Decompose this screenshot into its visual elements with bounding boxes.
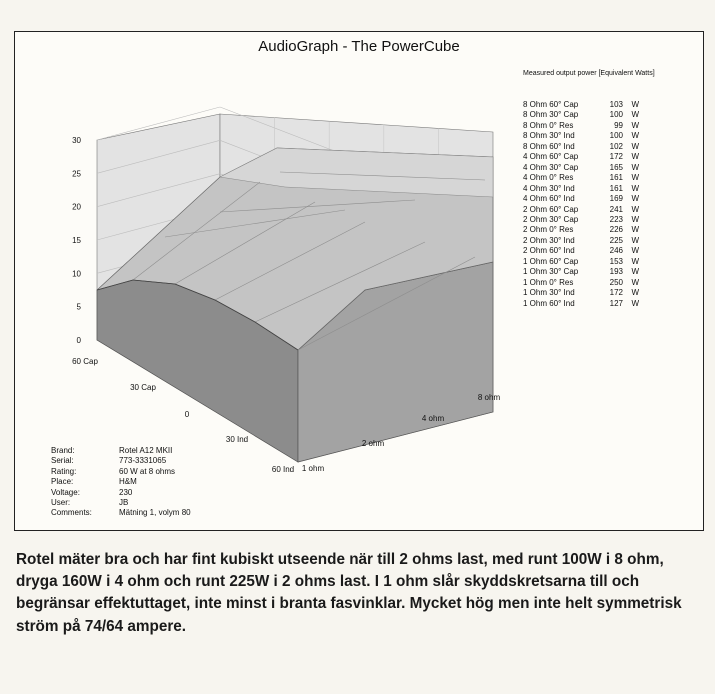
measurement-unit: W bbox=[631, 235, 639, 245]
measurement-value: 225 bbox=[609, 235, 623, 245]
z-tick-label: 15 bbox=[72, 236, 81, 245]
measurement-load: 1 Ohm 60° Ind bbox=[523, 298, 575, 308]
measurement-unit: W bbox=[631, 120, 639, 130]
measurement-load: 8 Ohm 60° Ind bbox=[523, 141, 575, 151]
measurement-value: 246 bbox=[609, 246, 623, 256]
info-row bbox=[51, 456, 191, 466]
info-key: Rating: bbox=[51, 466, 77, 476]
measurement-unit: W bbox=[631, 277, 639, 287]
measurement-value: 193 bbox=[609, 267, 623, 277]
measurement-row bbox=[523, 236, 639, 246]
measurement-value: 161 bbox=[609, 183, 623, 193]
measurement-value: 250 bbox=[609, 277, 623, 287]
phase-tick-label: 60 Cap bbox=[72, 357, 98, 366]
measurement-load: 8 Ohm 30° Ind bbox=[523, 131, 575, 141]
measurement-row bbox=[523, 184, 639, 194]
measurement-unit: W bbox=[631, 288, 639, 298]
z-tick-label: 20 bbox=[72, 202, 81, 212]
info-row bbox=[51, 508, 191, 518]
info-key: Voltage: bbox=[51, 487, 80, 497]
figure-caption: Rotel mäter bra och har fint kubiskt utseende när till 2 ohms last, med runt 100W i 8 ohm, dryga 160W i 4 ohm och runt 225W i 2 ohms last. I 1 ohm slår skyddskretsarna till och begränsar effektuttaget, inte minst i branta fasvinklar. Mycket hög men inte helt symmetrisk ström på 74/64 ampere. bbox=[16, 551, 682, 635]
measurement-row bbox=[523, 121, 639, 131]
measurement-row bbox=[523, 246, 639, 256]
measurement-load: 4 Ohm 30° Cap bbox=[523, 162, 579, 172]
info-value: JB bbox=[119, 498, 129, 508]
readout-title: Measured output power [Equivalent Watts] bbox=[523, 70, 655, 77]
info-row bbox=[51, 477, 191, 487]
measurement-load: 4 Ohm 60° Ind bbox=[523, 194, 575, 204]
load-tick-label: 8 ohm bbox=[477, 393, 501, 402]
measurement-row bbox=[523, 267, 639, 277]
measurement-load: 2 Ohm 60° Cap bbox=[523, 204, 579, 214]
measurement-unit: W bbox=[631, 173, 639, 183]
measurement-value: 223 bbox=[609, 214, 623, 224]
measurement-load: 1 Ohm 60° Cap bbox=[523, 256, 579, 266]
measurement-unit: W bbox=[631, 100, 639, 109]
info-key: Comments: bbox=[51, 508, 92, 518]
measurement-value: 172 bbox=[609, 288, 623, 298]
z-tick-label: 10 bbox=[72, 269, 81, 279]
z-tick-label: 5 bbox=[76, 302, 81, 312]
info-key: Place: bbox=[51, 477, 74, 487]
measurement-load: 2 Ohm 60° Ind bbox=[523, 246, 575, 256]
measurement-unit: W bbox=[631, 183, 639, 193]
measurement-value: 100 bbox=[609, 131, 623, 141]
measurement-value: 103 bbox=[609, 100, 623, 109]
info-value: 60 W at 8 ohms bbox=[119, 466, 176, 476]
chart-title: AudioGraph - The PowerCube bbox=[258, 38, 460, 55]
measurement-value: 153 bbox=[609, 256, 623, 266]
measurement-load: 4 Ohm 60° Cap bbox=[523, 152, 579, 162]
measurement-row bbox=[523, 299, 639, 309]
phase-tick-label: 0 bbox=[184, 410, 190, 419]
measurement-load: 4 Ohm 30° Ind bbox=[523, 183, 575, 193]
measurement-value: 99 bbox=[614, 120, 623, 130]
info-value: H&M bbox=[119, 477, 137, 487]
measurement-load: 2 Ohm 30° Ind bbox=[523, 235, 575, 245]
measurement-unit: W bbox=[631, 214, 639, 224]
measurement-unit: W bbox=[631, 110, 639, 120]
measurement-row bbox=[523, 142, 639, 152]
measurement-load: 4 Ohm 0° Res bbox=[523, 173, 574, 183]
measurement-unit: W bbox=[631, 141, 639, 151]
measurement-value: 172 bbox=[609, 152, 623, 162]
measurement-row bbox=[523, 278, 639, 288]
measurement-unit: W bbox=[631, 256, 639, 266]
measurement-unit: W bbox=[631, 298, 639, 308]
measurement-load: 8 Ohm 0° Res bbox=[523, 120, 574, 130]
measurement-row bbox=[523, 225, 639, 235]
measurement-load: 2 Ohm 30° Cap bbox=[523, 214, 579, 224]
measurement-row bbox=[523, 215, 639, 225]
measurement-load: 8 Ohm 30° Cap bbox=[523, 110, 579, 120]
info-value: Rotel A12 MKII bbox=[119, 446, 173, 455]
load-tick-label: 1 ohm bbox=[301, 464, 325, 473]
measurement-value: 127 bbox=[609, 298, 623, 308]
measurement-unit: W bbox=[631, 194, 639, 204]
measurement-table bbox=[523, 100, 639, 309]
measurement-unit: W bbox=[631, 162, 639, 172]
measurement-unit: W bbox=[631, 246, 639, 256]
measurement-row bbox=[523, 110, 639, 120]
info-value: Mätning 1, volym 80 bbox=[119, 508, 191, 518]
phase-tick-label: 30 Cap bbox=[130, 383, 156, 392]
info-row bbox=[51, 498, 191, 508]
measurement-value: 102 bbox=[609, 141, 623, 151]
measurement-row bbox=[523, 173, 639, 183]
z-tick-label: 30 bbox=[72, 136, 81, 145]
device-info bbox=[51, 446, 191, 519]
info-key: Serial: bbox=[51, 456, 74, 466]
measurement-unit: W bbox=[631, 131, 639, 141]
measurement-row bbox=[523, 194, 639, 204]
measurement-row bbox=[523, 152, 639, 162]
info-key: User: bbox=[51, 498, 71, 508]
measurement-row bbox=[523, 163, 639, 173]
load-tick-label: 2 ohm bbox=[361, 439, 385, 448]
phase-tick-label: 30 Ind bbox=[225, 435, 249, 444]
info-row bbox=[51, 446, 191, 456]
measurement-unit: W bbox=[631, 225, 639, 235]
measurement-load: 1 Ohm 30° Ind bbox=[523, 288, 575, 298]
measurement-unit: W bbox=[631, 152, 639, 162]
measurement-unit: W bbox=[631, 267, 639, 277]
info-row bbox=[51, 467, 191, 477]
measurement-row bbox=[523, 100, 639, 110]
measurement-load: 2 Ohm 0° Res bbox=[523, 225, 574, 235]
measurement-unit: W bbox=[631, 204, 639, 214]
measurement-row bbox=[523, 288, 639, 298]
measurement-row bbox=[523, 257, 639, 267]
measurement-row bbox=[523, 131, 639, 141]
z-tick-label: 25 bbox=[72, 169, 81, 179]
info-key: Brand: bbox=[51, 446, 75, 455]
phase-tick-label: 60 Ind bbox=[271, 465, 295, 474]
measurement-value: 161 bbox=[609, 173, 623, 183]
info-row bbox=[51, 488, 191, 498]
measurement-load: 1 Ohm 0° Res bbox=[523, 277, 574, 287]
measurement-value: 100 bbox=[609, 110, 623, 120]
measurement-value: 241 bbox=[609, 204, 623, 214]
measurement-value: 169 bbox=[609, 194, 623, 204]
measurement-load: 1 Ohm 30° Cap bbox=[523, 267, 579, 277]
chart-frame bbox=[14, 31, 704, 531]
measurement-row bbox=[523, 205, 639, 215]
measurement-load: 8 Ohm 60° Cap bbox=[523, 100, 579, 109]
z-tick-label: 0 bbox=[76, 336, 81, 345]
info-value: 230 bbox=[119, 487, 133, 497]
measurement-value: 226 bbox=[609, 225, 623, 235]
load-tick-label: 4 ohm bbox=[421, 414, 445, 423]
measurement-value: 165 bbox=[609, 162, 623, 172]
info-value: 773-3331065 bbox=[119, 456, 167, 466]
